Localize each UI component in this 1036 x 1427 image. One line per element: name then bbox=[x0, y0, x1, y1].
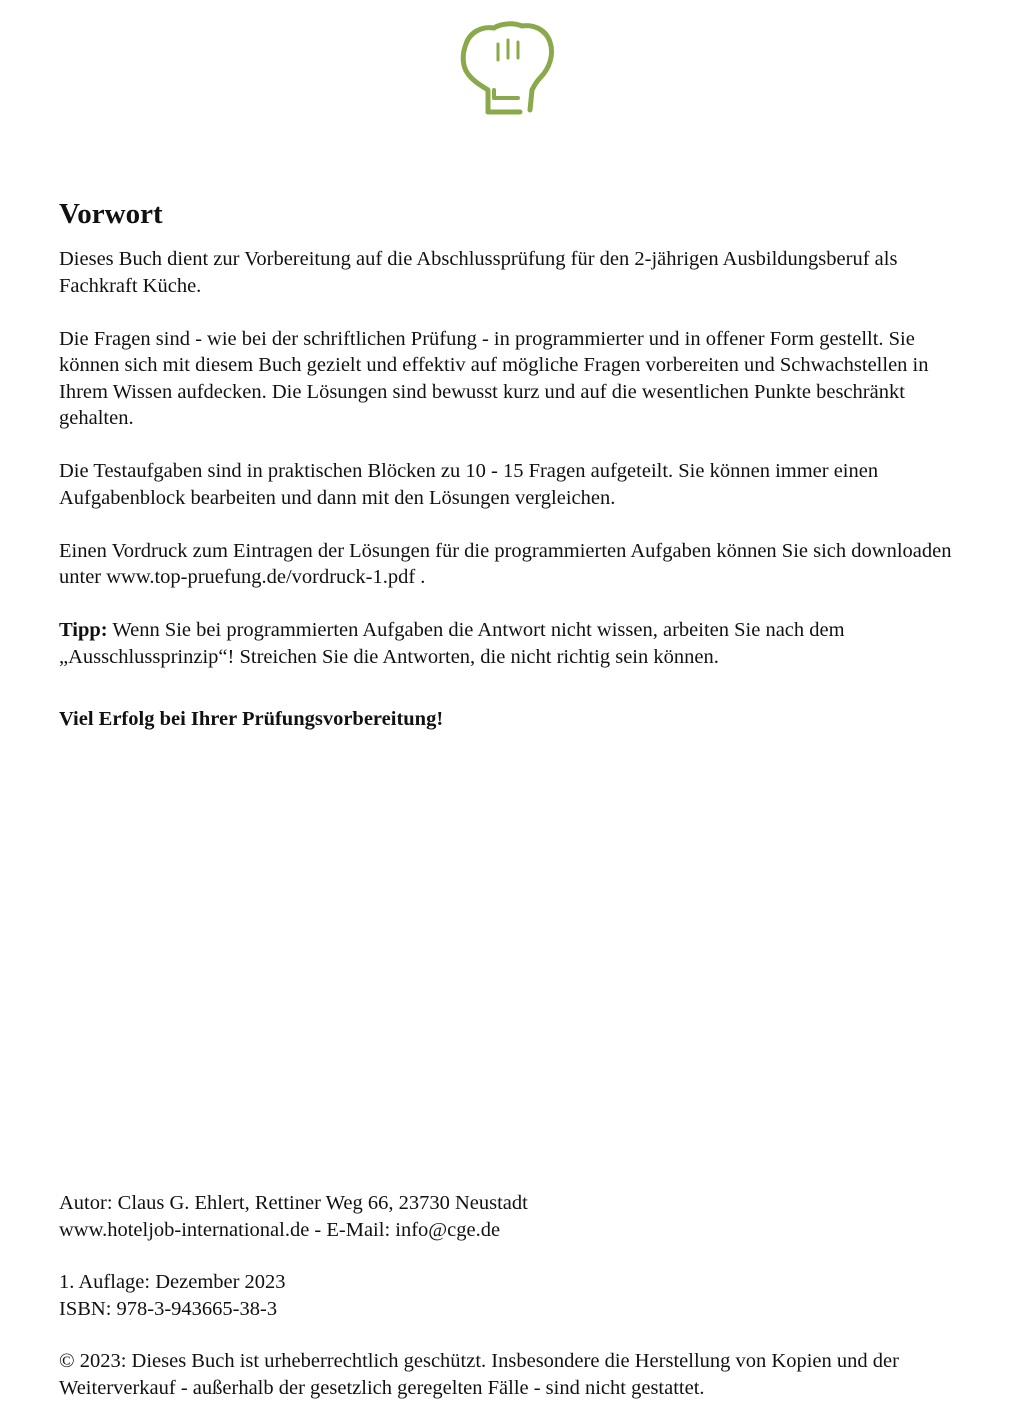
imprint-footer bbox=[59, 1190, 969, 1427]
paragraph-questions: Die Fragen sind - wie bei der schriftlichen Prüfung - in programmierter und in offener Form gestellt. Sie können sich mit diesem Buch gezielt und effektiv auf mögliche Fragen vorbereiten und Schwachstellen in Ihrem Wissen aufdecken. Die Lösungen sind bewusst kurz und auf die wesentlichen Punkte beschränkt gehalten. bbox=[59, 327, 929, 429]
paragraph-test-blocks: Die Testaufgaben sind in praktischen Blöcken zu 10 - 15 Fragen aufgeteilt. Sie können immer einen Aufgabenblock bearbeiten und dann mit den Lösungen vergleichen. bbox=[59, 460, 879, 509]
author-block bbox=[59, 1190, 969, 1243]
closing-line: Viel Erfolg bei Ihrer Prüfungsvorbereitung! bbox=[59, 708, 444, 730]
copyright-block bbox=[59, 1348, 969, 1401]
paragraph-intro: Dieses Buch dient zur Vorbereitung auf die Abschlussprüfung für den 2-jährigen Ausbildungsberuf als Fachkraft Küche. bbox=[59, 248, 898, 297]
edition-line: 1. Auflage: Dezember 2023 bbox=[59, 1271, 286, 1293]
contact-line: www.hoteljob-international.de - E-Mail: info@cge.de bbox=[59, 1218, 501, 1241]
page-title: Vorwort bbox=[59, 198, 163, 230]
author-line: Autor: Claus G. Ehlert, Rettiner Weg 66, 23730 Neustadt bbox=[59, 1192, 528, 1214]
foreword-section bbox=[59, 196, 959, 733]
paragraph-tip bbox=[59, 617, 959, 670]
paragraph-download: Einen Vordruck zum Eintragen der Lösungen für die programmierten Aufgaben können Sie sich downloaden unter www.top-pruefung.de/vordruck-1.pdf . bbox=[59, 539, 952, 588]
copyright-line: © 2023: Dieses Buch ist urheberrechtlich geschützt. Insbesondere die Herstellung von Kopien und der Weiterverkauf - außerhalb der gesetzlich geregelten Fälle - sind nicht gestattet. bbox=[59, 1350, 899, 1399]
tip-label: Tipp: bbox=[59, 619, 108, 641]
edition-block bbox=[59, 1269, 969, 1322]
tip-text: Wenn Sie bei programmierten Aufgaben die Antwort nicht wissen, arbeiten Sie nach dem „Ausschlussprinzip“! Streichen Sie die Antworten, die nicht richtig sein können. bbox=[59, 619, 845, 668]
chef-hat-icon bbox=[460, 20, 556, 120]
isbn-line: ISBN: 978-3-943665-38-3 bbox=[59, 1297, 278, 1320]
